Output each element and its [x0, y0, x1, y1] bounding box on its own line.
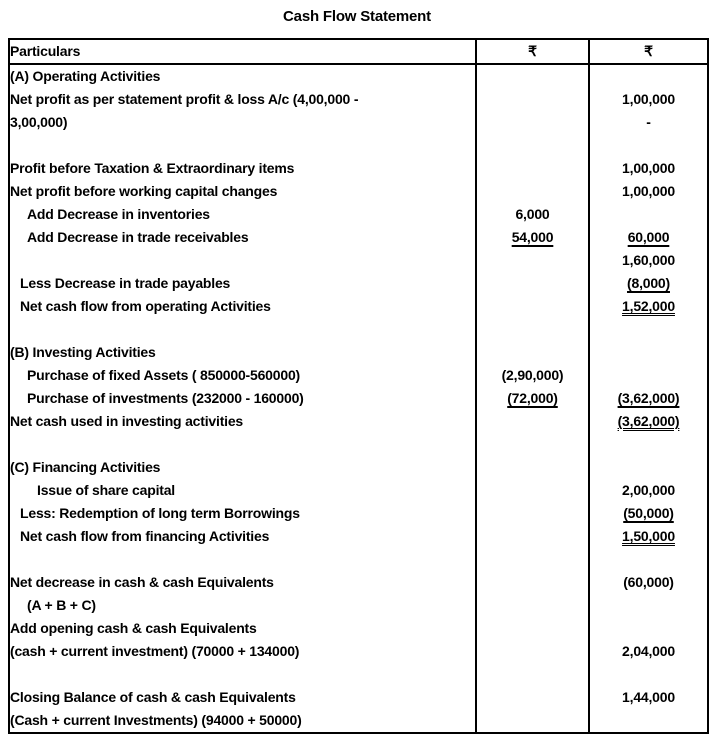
amount-col1-cell — [476, 479, 589, 502]
amount-col1-cell — [476, 410, 589, 433]
table-row — [9, 134, 708, 157]
amount-col1-cell — [476, 64, 589, 88]
amount-col2-cell — [589, 525, 708, 548]
amount-col2-cell — [589, 364, 708, 387]
amount-col1-cell — [476, 640, 589, 663]
particulars-cell — [9, 548, 476, 571]
table-row — [9, 433, 708, 456]
amount-col1-cell — [476, 341, 589, 364]
particulars-cell: Add Decrease in inventories — [27, 206, 210, 222]
particulars-cell: Closing Balance of cash & cash Equivalents — [10, 689, 296, 705]
table-row — [9, 272, 708, 295]
amount-col1-cell — [476, 387, 589, 410]
amount-col1-cell — [476, 318, 589, 341]
table-row — [9, 502, 708, 525]
amount-col2-cell — [589, 157, 708, 180]
table-row — [9, 525, 708, 548]
amount-col1-cell — [476, 364, 589, 387]
amount-col1-cell — [476, 571, 589, 594]
table-row — [9, 571, 708, 594]
table-row — [9, 226, 708, 249]
amount-value: 1,60,000 — [622, 252, 675, 268]
amount-value: (72,000) — [507, 390, 558, 406]
amount-value: (50,000) — [623, 505, 674, 521]
amount-col1-cell — [476, 88, 589, 111]
amount-col1-cell — [476, 456, 589, 479]
amount-col2-cell — [589, 686, 708, 709]
table-row — [9, 318, 708, 341]
amount-col2-cell — [589, 410, 708, 433]
amount-col2-cell — [589, 571, 708, 594]
amount-value: (3,62,000) — [617, 413, 680, 429]
particulars-cell: Issue of share capital — [37, 482, 175, 498]
particulars-cell: (Cash + current Investments) (94000 + 50000) — [10, 712, 302, 728]
particulars-cell — [9, 663, 476, 686]
amount-col1-cell — [476, 157, 589, 180]
amount-value: 2,00,000 — [622, 482, 675, 498]
table-row — [9, 364, 708, 387]
amount-col1-cell — [476, 249, 589, 272]
amount-col2-cell — [589, 318, 708, 341]
amount-col1-cell — [476, 548, 589, 571]
particulars-cell: Net cash flow from financing Activities — [20, 528, 270, 544]
particulars-cell: Net profit before working capital changes — [10, 183, 278, 199]
header-rupee-symbol-1: ₹ — [476, 39, 589, 64]
amount-col2-cell — [589, 88, 708, 111]
particulars-cell: Net cash used in investing activities — [10, 413, 244, 429]
amount-col2-cell — [589, 180, 708, 203]
particulars-cell: Purchase of investments (232000 - 160000) — [27, 390, 304, 406]
amount-col2-cell — [589, 226, 708, 249]
amount-value: (3,62,000) — [617, 390, 680, 406]
header-particulars: Particulars — [9, 39, 476, 64]
amount-col1-cell — [476, 272, 589, 295]
table-row — [9, 341, 708, 364]
amount-value: 1,52,000 — [622, 298, 675, 314]
particulars-cell: (A) Operating Activities — [10, 68, 161, 84]
amount-col2-cell — [589, 341, 708, 364]
amount-col1-cell — [476, 686, 589, 709]
amount-col2-cell — [589, 502, 708, 525]
amount-value: 1,50,000 — [622, 528, 675, 544]
table-body — [9, 64, 708, 733]
table-row — [9, 617, 708, 640]
amount-value: 6,000 — [515, 206, 550, 222]
amount-col1-cell — [476, 134, 589, 157]
amount-col2-cell — [589, 295, 708, 318]
amount-col2-cell — [589, 134, 708, 157]
amount-value: (8,000) — [627, 275, 670, 291]
amount-col2-cell — [589, 640, 708, 663]
table-row — [9, 410, 708, 433]
amount-col1-cell — [476, 295, 589, 318]
table-row — [9, 203, 708, 226]
amount-value: (2,90,000) — [501, 367, 564, 383]
particulars-cell: Add Decrease in trade receivables — [27, 229, 249, 245]
amount-col2-cell — [589, 64, 708, 88]
amount-col1-cell — [476, 433, 589, 456]
amount-col2-cell — [589, 548, 708, 571]
amount-col2-cell — [589, 479, 708, 502]
table-row — [9, 249, 708, 272]
particulars-cell: (A + B + C) — [27, 597, 96, 613]
table-row — [9, 479, 708, 502]
table-row — [9, 295, 708, 318]
amount-col2-cell — [589, 203, 708, 226]
amount-value: 60,000 — [627, 229, 670, 245]
amount-col1-cell — [476, 502, 589, 525]
amount-col1-cell — [476, 663, 589, 686]
amount-value: 2,04,000 — [622, 643, 675, 659]
table-row — [9, 387, 708, 410]
amount-col1-cell — [476, 180, 589, 203]
amount-col2-cell — [589, 663, 708, 686]
particulars-cell: (B) Investing Activities — [10, 344, 156, 360]
amount-col1-cell — [476, 594, 589, 617]
page-title: Cash Flow Statement — [283, 8, 431, 25]
particulars-cell: Less: Redemption of long term Borrowings — [20, 505, 300, 521]
amount-col1-cell — [476, 709, 589, 733]
table-row — [9, 88, 708, 111]
particulars-cell — [9, 249, 476, 272]
amount-value: 1,00,000 — [622, 160, 675, 176]
header-rupee-symbol-2: ₹ — [589, 39, 708, 64]
cash-flow-table — [8, 38, 709, 734]
amount-value: (60,000) — [623, 574, 674, 590]
table-row — [9, 640, 708, 663]
amount-value: 54,000 — [511, 229, 554, 245]
amount-col1-cell — [476, 226, 589, 249]
table-row — [9, 157, 708, 180]
table-row — [9, 548, 708, 571]
amount-value: 1,00,000 — [622, 91, 675, 107]
particulars-cell — [9, 134, 476, 157]
amount-col1-cell — [476, 203, 589, 226]
table-header — [9, 39, 708, 64]
amount-col1-cell — [476, 111, 589, 134]
particulars-cell: Net profit as per statement profit & loss A/c (4,00,000 - — [10, 91, 359, 107]
particulars-cell: Net cash flow from operating Activities — [20, 298, 271, 314]
amount-col2-cell — [589, 594, 708, 617]
amount-col2-cell — [589, 249, 708, 272]
table-row — [9, 180, 708, 203]
particulars-cell: Net decrease in cash & cash Equivalents — [10, 574, 274, 590]
amount-value: 1,00,000 — [622, 183, 675, 199]
table-row — [9, 686, 708, 709]
particulars-cell — [9, 433, 476, 456]
table-row — [9, 111, 708, 134]
amount-col1-cell — [476, 525, 589, 548]
amount-col2-cell — [589, 617, 708, 640]
particulars-cell — [9, 318, 476, 341]
amount-col2-cell — [589, 433, 708, 456]
table-row — [9, 594, 708, 617]
document-page — [0, 7, 714, 734]
amount-col2-cell — [589, 387, 708, 410]
amount-value: - — [646, 114, 651, 130]
table-row — [9, 456, 708, 479]
particulars-cell: Profit before Taxation & Extraordinary items — [10, 160, 295, 176]
particulars-cell: Purchase of fixed Assets ( 850000-560000) — [27, 367, 300, 383]
amount-col2-cell — [589, 456, 708, 479]
amount-col2-cell — [589, 111, 708, 134]
particulars-cell: (C) Financing Activities — [10, 459, 161, 475]
particulars-cell: Add opening cash & cash Equivalents — [10, 620, 257, 636]
particulars-cell: Less Decrease in trade payables — [20, 275, 231, 291]
amount-col2-cell — [589, 272, 708, 295]
amount-col1-cell — [476, 617, 589, 640]
particulars-cell: (cash + current investment) (70000 + 134000) — [10, 643, 300, 659]
amount-value: 1,44,000 — [622, 689, 675, 705]
amount-col2-cell — [589, 709, 708, 733]
table-row — [9, 64, 708, 88]
particulars-cell: 3,00,000) — [10, 114, 68, 130]
table-row — [9, 663, 708, 686]
header-row — [9, 39, 708, 64]
table-row — [9, 709, 708, 733]
